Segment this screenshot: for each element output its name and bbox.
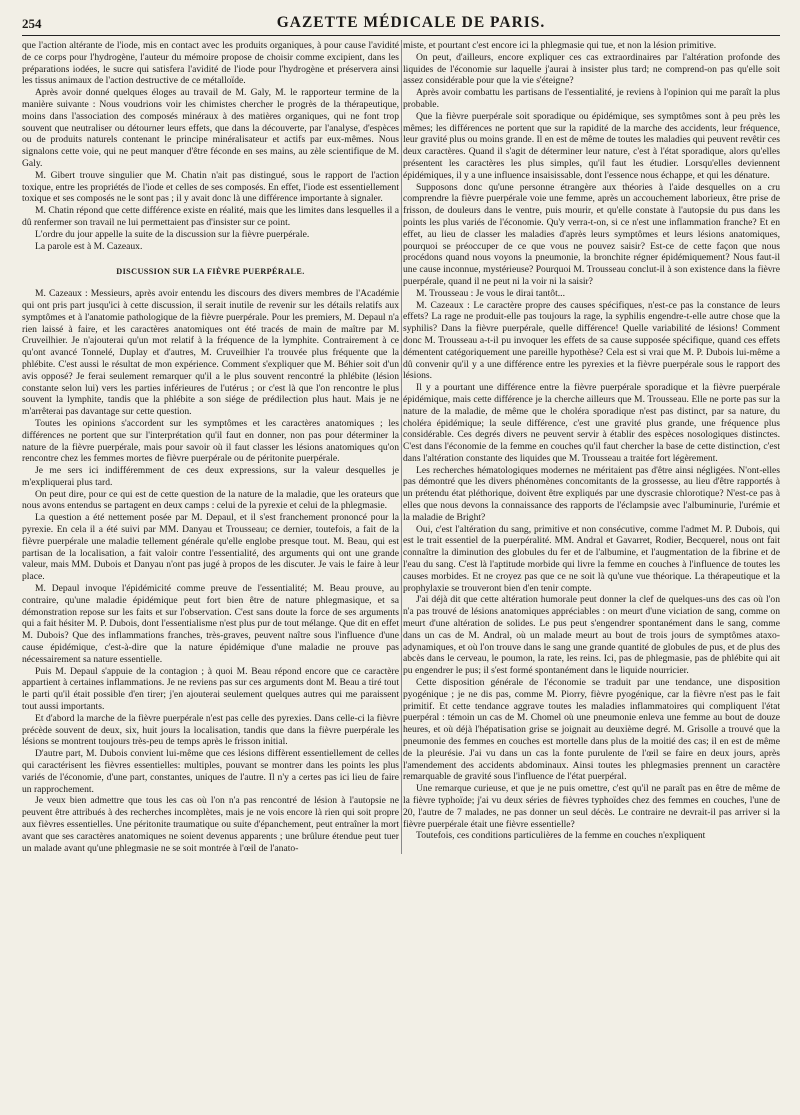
paragraph: J'ai déjà dit que cette altération humorale peut donner la clef de quelques-uns des cas où l'on n'a pas trouvé de lésions anatomiques appréciables : on meurt d'une viciation de sang, comme on meurt d'une altération de solides. Le pus peut s'engendrer spontanément dans le sang, comme dans un cas de M. Andral, où un malade meurt au bout de trois jours de symptômes ataxo-adynamiques, et où l'on trouve dans le sang une grande quantité de globules de pus, et de plus des abcès dans le cerveau, le poumon, la rate, les reins. Ici, pas de phlegmasie, pas de phlébite qui ait pu engendrer le pus; il s'est formé spontanément dans le liquide nourricier. [403,594,780,677]
page-header [22,10,780,32]
paragraph: que l'action altérante de l'iode, mis en contact avec les produits organiques, à pour cause l'avidité de ce corps pour l'hydrogène, l'auteur du mémoire propose de choisir comme excipient, dans les préparations iodées, le sucre qui satisfera l'avidité de l'iode pour l'hydrogène et préservera ainsi les tissus animaux de l'action destructive de ce métalloïde. [22,40,399,87]
paragraph: La question a été nettement posée par M. Depaul, et il s'est franchement prononcé pour la pyrexie. En cela il a été suivi par MM. Danyau et Trousseau; ce dernier, toutefois, a fait de la fièvre puerpérale une maladie tellement générale qu'elle englobe presque tout. M. Beau, qui est partisan de la localisation, a fait valoir contre l'essentialité, des arguments qui ont une grande valeur, mais MM. Dubois et Danyau n'ont pas jugé à propos de les discuter. Je vais le faire à leur place. [22,512,399,583]
paragraph: Oui, c'est l'altération du sang, primitive et non consécutive, comme l'admet M. P. Dubois, qui est le trait essentiel de la puerpéralité. MM. Andral et Gavarret, Rodier, Becquerel, nous ont fait connaître la diminution des globules du fer et de l'albumine, et l'augmentation de la fibrine et de l'eau du sang. C'est là l'aptitude morbide qui livre la femme en couches à l'influence de toutes les causes morbides. Et ne croyez pas que ce ne soit là qu'une vue théorique. La thérapeutique et la prophylaxie se trouveront bien d'en tenir compte. [403,523,780,594]
paragraph: Toutefois, ces conditions particulières de la femme en couches n'expliquent [416,830,706,842]
paragraph: miste, et pourtant c'est encore ici la phlegmasie qui tue, et non la lésion primitive. [403,40,717,51]
paragraph: Toutes les opinions s'accordent sur les symptômes et les caractères anatomiques ; les différences ne portent que sur l'interprétation qu'il faut en donner, non pas pour déterminer la nature de la fièvre puerpérale, mais pour savoir où il faut classer les lésions anatomiques qu'on rencontre chez les femmes mortes de fièvre puerpérale ou de péritonite puerpérale. [22,417,399,465]
paragraph: Je me sers ici indifféremment de ces deux expressions, sur la valeur desquelles je m'expliquerai plus tard. [22,465,399,488]
paragraph: L'ordre du jour appelle la suite de la discussion sur la fièvre puerpérale. [35,228,310,240]
paragraph: M. Chatin répond que cette différence existe en réalité, mais que les limites dans lesquelles il a dû renfermer son travail ne lui permettaient pas d'insister sur ce point. [22,205,399,228]
text-columns [22,40,780,854]
right-column [403,40,780,854]
paragraph: On peut, d'ailleurs, encore expliquer ces cas extraordinaires par l'altération profonde des liquides de l'économie sur laquelle j'aurai à insister plus tard; ne comprend-on pas qu'elle soit assez considérable pour que la vie s'éteigne? [403,51,780,87]
paragraph: Une remarque curieuse, et que je ne puis omettre, c'est qu'il ne paraît pas en être de même de la fièvre typhoïde; j'ai vu deux séries de fièvres typhoïdes chez des femmes en couches, l'une de 20, l'autre de 7 malades, ne pas donner un seul décès. Le contraire ne devrait-il pas arriver si la fièvre puerpérale était une fièvre essentielle? [403,783,780,830]
paragraph: Que la fièvre puerpérale soit sporadique ou épidémique, ses symptômes sont à peu près les mêmes; les différences ne portent que sur la rapidité de la marche des accidents, leur fréquence, leur gravité plus ou moins grande. Il en est de même de toutes les maladies qui peuvent revêtir ces deux caractères. Quand il s'agit de déterminer leur nature, c'est à l'état sporadique, alors qu'elles présentent les caractères les plus simples, qu'il faut les étudier. Lorsqu'elles deviennent épidémiques, il y a une influence insaisissable, dont l'essence nous échappe, et qui les dénature. [403,110,780,181]
paragraph: Cette disposition générale de l'économie se traduit par une tendance, une disposition pyogénique ; je ne dis pas, comme M. Piorry, fièvre pyogénique, car la fièvre n'est pas le fait primitif. Et cette tendance aggrave toutes les maladies inflammatoires qui compliquent l'état puerpéral : témoin un cas de M. Chomel où une pneumonie enleva une femme au bout de douze heures, et où déjà l'hépatisation grise se joignait au deuxième degré. M. Grisolle a trouvé que la pneumonie des femmes en couches est mortelle dans plus de la moitié des cas; il en est de même de la pleurésie. J'ai vu dans un cas la fonte purulente de l'œil se faire en deux jours, après l'amendement des accidents abdominaux. Ainsi toutes les phlegmasies prennent un caractère remarquable de gravité sous l'influence de l'état puerpéral. [403,677,780,783]
paragraph: Et d'abord la marche de la fièvre puerpérale n'est pas celle des pyrexies. Dans celle-ci la fièvre précède souvent de deux, six, huit jours la localisation, tandis que dans la fièvre puerpérale les lésions se montrent toujours très-peu de temps après le frisson initial. [22,712,399,748]
journal-title: GAZETTE MÉDICALE DE PARIS. [276,14,546,31]
column-divider [401,40,402,854]
paragraph: Les recherches hématologiques modernes ne méritaient pas d'être ainsi négligées. N'ont-elles pas démontré que les divers phénomènes concomitants de la grossesse, au lieu d'être rapportés à un prétendu état pléthorique, doivent être expliqués par une dyscrasie chlorotique? N'est-ce pas à elles que nous devons la connaissance des rapports de l'éclampsie avec l'albuminurie, l'urémie et la maladie de Bright? [403,464,780,523]
paragraph: M. Depaul invoque l'épidémicité comme preuve de l'essentialité; M. Beau prouve, au contraire, qu'une maladie épidémique peut fort bien être de nature phlegmasique, et sa démonstration repose sur les faits et sur l'observation. C'est sans doute la force de ses arguments qui a fait hésiter M. P. Dubois, dont l'essentialisme n'est plus pur de tout mélange. Que dit en effet M. Dubois? Que des inflammations franches, très-graves, peuvent naître sous l'influence d'une cause épidémique, c'est-à-dire que la nature épidémique d'une maladie ne prouve pas nécessairement sa nature essentielle. [22,583,399,665]
page-number: 254 [22,16,42,31]
paragraph: Après avoir donné quelques éloges au travail de M. Galy, M. le rapporteur termine de la manière suivante : Nous voudrions voir les chimistes chercher le progrès de la thérapeutique, moins dans l'association des composés minéraux à des matières organiques, qui ne font trop souvent que neutraliser ou détourner leurs effets, que dans la découverte, par l'analyse, d'espèces ou de produits naturels contenant le principe minéralisateur et actifs par eux-mêmes. Nous signalons cette voie, qui ne peut manquer d'être féconde en ses mains, au zèle scientifique de M. Galy. [22,87,399,169]
paragraph: Il y a pourtant une différence entre la fièvre puerpérale sporadique et la fièvre puerpérale épidémique, mais cette différence je la cherche ailleurs que M. Trousseau. Elle ne porte pas sur la nature de la maladie, de même que le choléra sporadique n'est pas distinct, par sa nature, du choléra épidémique; la seule différence, c'est une gravité plus grande, une fréquence plus considérable. Ces degrés divers ne peuvent servir à établir des espèces nosologiques distinctes. C'est dans l'économie de la femme en couches qu'il faut chercher la base de cette distinction, c'est dans l'altération constante des liquides que M. Trousseau a traitée fort légèrement. [403,382,780,464]
left-column [22,40,399,854]
paragraph: M. Cazeaux : Le caractère propre des causes spécifiques, n'est-ce pas la constance de leurs effets? La rage ne produit-elle pas toujours la rage, la syphilis engendre-t-elle autre chose que la syphilis? Dans la fièvre puerpérale, quelle différence! Quelle variabilité de lésions! Comment donc M. Trousseau a-t-il pu invoquer les effets de sa cause supposée spécifique, quand ces effets démentent catégoriquement une pareille hypothèse? Cela est si vrai que M. P. Dubois lui-même a dû convenir qu'il y a une différence entre les pyrexies et la fièvre puerpérale sous le rapport des lésions. [403,299,780,382]
paragraph: D'autre part, M. Dubois convient lui-même que ces lésions diffèrent essentiellement de celles qui caractérisent les fièvres essentielles: multiples, pouvant se montrer dans les points les plus variés de l'économie, d'une part, constantes, uniques de l'autre. Il n'y a certes pas ici lieu de faire un rapprochement. [22,748,399,795]
paragraph: Supposons donc qu'une personne étrangère aux théories à l'aide desquelles on a cru comprendre la fièvre puerpérale voie une femme, après un accouchement laborieux, être prise de frisson, de douleurs dans le ventre, puis mourir, et qu'elle constate à l'autopsie du pus dans les points les plus variés de l'économie. Qu'y verra-t-on, si ce n'est une inflammation franche? Et en effet, au lieu de classer les maladies d'après leurs symptômes et leurs lésions anatomiques, pourquoi se préoccuper de ce que vous ne pouvez saisir? Est-ce de cette façon que nous procédons quand nous voyons la pneumonie, la bronchite régner épidémiquement? Nous faut-il une cause inconnue, mystérieuse? Pourquoi M. Trousseau conclut-il à son existence dans la fièvre puerpérale, quand il ne peut ni la voir ni la saisir? [403,181,780,287]
paragraph: M. Cazeaux : Messieurs, après avoir entendu les discours des divers membres de l'Académie qui ont pris part jusqu'ici à cette discussion, il serait inutile de revenir sur les détails relatifs aux symptômes et à l'anatomie pathologique de la fièvre puerpérale. Pour les premiers, M. Depaul n'a rien laissé à faire, et les caractères anatomiques ont été tracés de main de maître par M. Cruveilhier. Je n'ajouterai qu'un mot relatif à la fréquence de la lymphite. Contrairement à ce qu'ont avancé Tonnelé, Duplay et d'autres, M. Cruveilhier l'a trouvée plus fréquente que la phlébite. C'est aussi le résultat de mon expérience. Comment s'expliquer que M. Béhier soit d'un avis opposé? Je ferai seulement remarquer qu'il a le plus souvent rencontré la phlébite (lésion constante selon lui) vers les parties inférieures de l'utérus ; or c'est là que l'on rencontre le plus souvent la lymphite, tandis que la phlébite a son siége de prédilection plus haut. Mais je ne m'arrêterai pas davantage sur cette question. [22,288,399,418]
paragraph: La parole est à M. Cazeaux. [35,240,143,252]
paragraph: Je veux bien admettre que tous les cas où l'on n'a pas rencontré de lésion à l'autopsie ne peuvent être attribués à des recherches incomplètes, mais je ne vois encore là rien qui soit propre aux fièvres essentielles. Une péritonite traumatique ou suite d'épanchement, peut entraîner la mort avant que ses caractères anatomiques ne soient devenus apparents ; une brûlure étendue peut tuer un malade avant qu'une phlegmasie ne se soit montrée à l'œil de l'anato- [22,795,399,854]
paragraph: On peut dire, pour ce qui est de cette question de la nature de la maladie, que les orateurs que nous avons entendus se partagent en deux camps : celui de la pyrexie et celui de la phlegmasie. [22,488,399,512]
section-title: DISCUSSION SUR LA FIÈVRE PUERPÉRALE. [116,267,305,277]
header-rule [22,35,780,36]
paragraph: Puis M. Depaul s'appuie de la contagion ; à quoi M. Beau répond encore que ce caractère appartient à certaines inflammations. Je ne reviens pas sur ces arguments dont M. Beau a tiré tout le parti qu'il était possible d'en tirer; j'en ajouterai seulement quelques autres qui me paraissent tout aussi importants. [22,665,399,713]
paragraph: Après avoir combattu les partisans de l'essentialité, je reviens à l'opinion qui me paraît la plus probable. [403,87,780,110]
paragraph: M. Gibert trouve singulier que M. Chatin n'ait pas distingué, sous le rapport de l'action toxique, entre les propriétés de l'iode et celles de ses composés. En effet, l'iode est essentiellement toxique et ses composés ne le sont pas ; il y avait donc là une différence importante à signaler. [22,169,399,205]
paragraph: M. Trousseau : Je vous le dirai tantôt... [416,287,565,299]
